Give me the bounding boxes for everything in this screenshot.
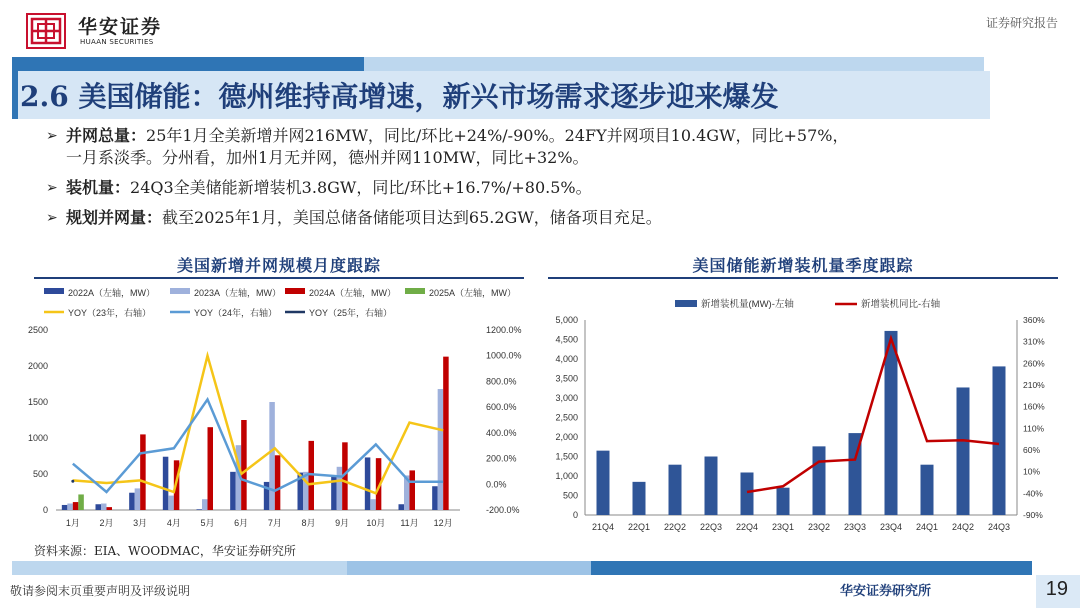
y-tick-label: 4,500 [555,334,578,345]
bar [96,504,102,510]
bar [438,389,444,510]
y2-tick-label: -90% [1023,510,1043,520]
bar [921,465,934,515]
bullet-1-continued: 一月系淡季。分州看，加州1月无并网，德州并网110MW，同比+32%。 [66,148,589,167]
x-tick-label: 5月 [200,518,215,528]
x-tick-label: 21Q4 [591,522,615,532]
bullet-3 [66,208,662,228]
page-number: 19 [1045,578,1068,600]
legend-label: 2025A（左轴，MW） [429,288,517,298]
bar [633,482,646,515]
company-name-cn: 华安证券 [78,16,163,38]
y-tick-label: 500 [562,490,578,501]
y2-tick-label: 200.0% [486,453,517,464]
y2-tick-label: 600.0% [486,402,517,413]
bar [741,472,754,515]
series-line [73,399,443,492]
legend-swatch [405,288,425,294]
x-tick-label: 22Q4 [735,522,759,532]
bullet-1-label: 并网总量： [66,126,147,145]
footer-band-dark [591,561,1032,575]
x-tick-label: 11月 [400,518,419,528]
bar [230,472,236,510]
quarterly-installation-chart [545,282,1065,537]
bar [202,499,208,510]
bar [885,331,898,515]
y-tick-label: 3,500 [555,373,578,384]
company-name-en: HUAAN SECURITIES [80,38,154,46]
y-tick-label: 2,500 [555,412,578,423]
x-tick-label: 9月 [335,518,350,528]
left-chart-title-underline [34,277,524,279]
y2-tick-label: 360% [1023,315,1045,325]
y2-tick-label: -200.0% [486,505,520,515]
bar [777,488,790,515]
legend-label: YOY（23年，右轴） [68,308,152,318]
y2-tick-label: 1200.0% [486,325,522,335]
bar [135,488,141,510]
legend-label: 2024A（左轴，MW） [309,288,397,298]
x-tick-label: 7月 [267,518,282,528]
company-logo-icon [26,13,66,49]
bullet-3-label: 规划并网量： [66,208,163,227]
y2-tick-label: -40% [1023,488,1043,499]
legend-swatch [44,288,64,294]
bar [705,457,718,516]
bar [370,499,376,510]
x-tick-label: 10月 [366,518,386,528]
y2-tick-label: 1000.0% [486,350,522,361]
x-tick-label: 4月 [166,518,181,528]
bar [410,470,416,510]
y-tick-label: 2,000 [555,432,578,442]
legend-label: YOY（25年，右轴） [309,308,393,318]
x-tick-label: 2月 [99,518,114,528]
bar [168,496,174,510]
bar [957,387,970,515]
bar [669,465,682,515]
bullet-arrow-icon: ➢ [46,210,58,226]
footer-disclaimer: 敬请参阅末页重要声明及评级说明 [10,584,191,598]
y-tick-label: 5,000 [555,315,578,325]
right-chart-title-underline [548,277,1058,279]
x-tick-label: 22Q3 [699,522,723,532]
footer-band-light [12,561,347,575]
monthly-grid-connection-chart [20,282,540,537]
bar [107,507,113,510]
x-tick-label: 23Q3 [843,522,867,532]
x-tick-label: 22Q2 [663,522,687,532]
bar [597,451,610,515]
x-tick-label: 24Q2 [951,522,975,532]
bar [241,420,247,510]
bullet-1 [66,126,849,146]
header-band-dark [12,57,364,71]
bar [813,446,826,515]
x-tick-label: 3月 [133,518,148,528]
bullet-1-text: 25年1月全美新增并网216MW，同比/环比+24%/-90%。24FY并网项目10.4GW，同比+57%， [146,126,849,145]
y2-tick-label: 400.0% [486,427,517,438]
bar [993,366,1006,515]
x-tick-label: 12月 [433,518,453,528]
x-tick-label: 24Q3 [987,522,1011,532]
bullet-3-text: 截至2025年1月，美国总储备储能项目达到65.2GW，储备项目充足。 [162,208,662,227]
x-tick-label: 23Q4 [879,522,903,532]
bar [399,504,405,510]
page-title: 2.6 美国储能：德州维持高增速，新兴市场需求逐步迎来爆发 [20,80,779,113]
x-tick-label: 1月 [65,518,80,528]
bar [432,486,438,510]
y2-tick-label: 210% [1023,380,1045,390]
bar [73,502,79,510]
x-tick-label: 24Q1 [915,522,939,532]
y2-tick-label: 160% [1023,401,1045,412]
legend-label: 新增装机量(MW)-左轴 [701,299,794,310]
legend-label: 新增装机同比-右轴 [861,299,941,310]
y2-tick-label: 0.0% [486,479,507,490]
x-tick-label: 23Q2 [807,522,831,532]
bar [67,504,73,510]
bar [197,509,203,510]
y-tick-label: 4,000 [555,354,578,364]
bar [101,504,107,510]
data-source-note: 资料来源：EIA、WOODMAC，华安证券研究所 [34,544,296,558]
bar [443,357,449,510]
footer-band-mid [347,561,591,575]
y2-tick-label: 260% [1023,358,1045,369]
y-tick-label: 0 [572,510,578,520]
series-point [71,480,74,483]
bar [337,467,343,510]
legend-swatch [675,300,697,307]
legend-label: 2022A（左轴，MW） [68,288,156,298]
legend-swatch [285,288,305,294]
bullet-2 [66,178,592,198]
bar [78,494,84,510]
bar [269,402,275,510]
y2-tick-label: 10% [1023,466,1041,477]
y-tick-label: 0 [42,505,48,515]
y-tick-label: 2000 [27,361,48,371]
bar [163,457,169,510]
x-tick-label: 23Q1 [771,522,795,532]
footer-org-name: 华安证券研究所 [840,584,932,599]
legend-label: 2023A（左轴，MW） [194,288,282,298]
y-tick-label: 500 [32,469,48,479]
bullet-2-label: 装机量： [66,178,131,197]
x-tick-label: 6月 [234,518,249,528]
left-chart-title: 美国新增并网规模月度跟踪 [176,256,381,275]
legend-label: YOY（24年，右轴） [194,308,278,318]
bullet-arrow-icon: ➢ [46,128,58,144]
bar [129,493,135,510]
y-tick-label: 1,500 [555,451,578,462]
y2-tick-label: 310% [1023,336,1045,347]
bar [365,457,371,510]
y-tick-label: 3,000 [555,393,578,403]
bullet-arrow-icon: ➢ [46,180,58,196]
y-tick-label: 2500 [27,325,48,335]
bar [275,455,281,510]
y-tick-label: 1500 [27,397,48,407]
bar [140,434,146,510]
x-tick-label: 8月 [301,518,316,528]
y2-tick-label: 800.0% [486,376,517,387]
legend-swatch [170,288,190,294]
series-line [73,356,443,494]
y2-tick-label: 60% [1023,445,1041,455]
bar [208,427,214,510]
header-band-light [364,57,984,71]
y-tick-label: 1,000 [555,471,578,481]
bullet-2-text: 24Q3全美储能新增装机3.8GW，同比/环比+16.7%/+80.5%。 [130,178,592,197]
y-tick-label: 1000 [27,433,48,443]
right-chart-title: 美国储能新增装机量季度跟踪 [692,256,914,275]
report-type-label: 证券研究报告 [985,16,1058,30]
bar [62,505,67,510]
x-tick-label: 22Q1 [627,522,651,532]
y2-tick-label: 110% [1023,423,1045,434]
